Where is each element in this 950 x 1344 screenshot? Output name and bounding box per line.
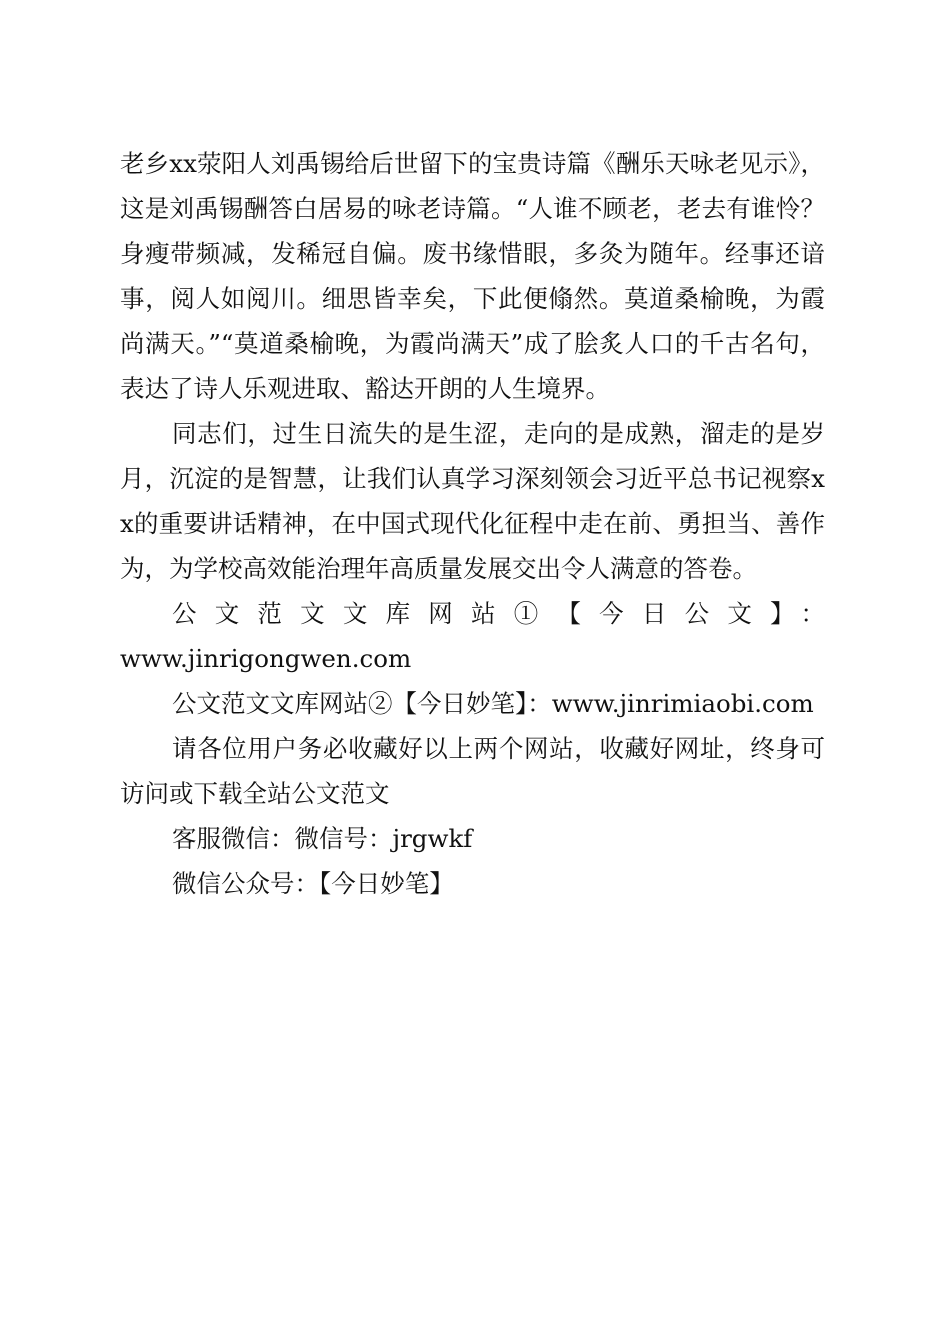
bookmark-notice: 请各位用户务必收藏好以上两个网站，收藏好网址，终身可访问或下载全站公文范文 (120, 734, 825, 808)
paragraph-closing: 同志们，过生日流失的是生涩，走向的是成熟，溜走的是岁月，沉淀的是智慧，让我们认真学习深刻领会习近平总书记视察xx的重要讲话精神，在中国式现代化征程中走在前、勇担当、善作为，为学校高效能治理年高质量发展交出令人满意的答卷。 (120, 419, 825, 583)
wechat-public-account: 微信公众号：【今日妙笔】 (172, 869, 454, 898)
site1-line: 公文范文文库网站①【今日公文】： (172, 599, 825, 628)
document-body (120, 141, 825, 906)
paragraph-poem: 老乡xx荥阳人刘禹锡给后世留下的宝贵诗篇《酬乐天咏老见示》，这是刘禹锡酬答白居易的咏老诗篇。“人谁不顾老，老去有谁怜？身瘦带频减，发稀冠自偏。废书缘惜眼，多灸为随年。经事还谙事，阅人如阅川。细思皆幸矣，下此便翛然。莫道桑榆晚，为霞尚满天。”“莫道桑榆晚，为霞尚满天”成了脍炙人口的千古名句，表达了诗人乐观进取、豁达开朗的人生境界。 (120, 149, 825, 403)
wechat-service: 客服微信：微信号：jrgwkf (172, 824, 473, 853)
site1-url: www.jinrigongwen.com (120, 644, 412, 673)
site2-line: 公文范文文库网站②【今日妙笔】：www.jinrimiaobi.com (172, 689, 814, 718)
